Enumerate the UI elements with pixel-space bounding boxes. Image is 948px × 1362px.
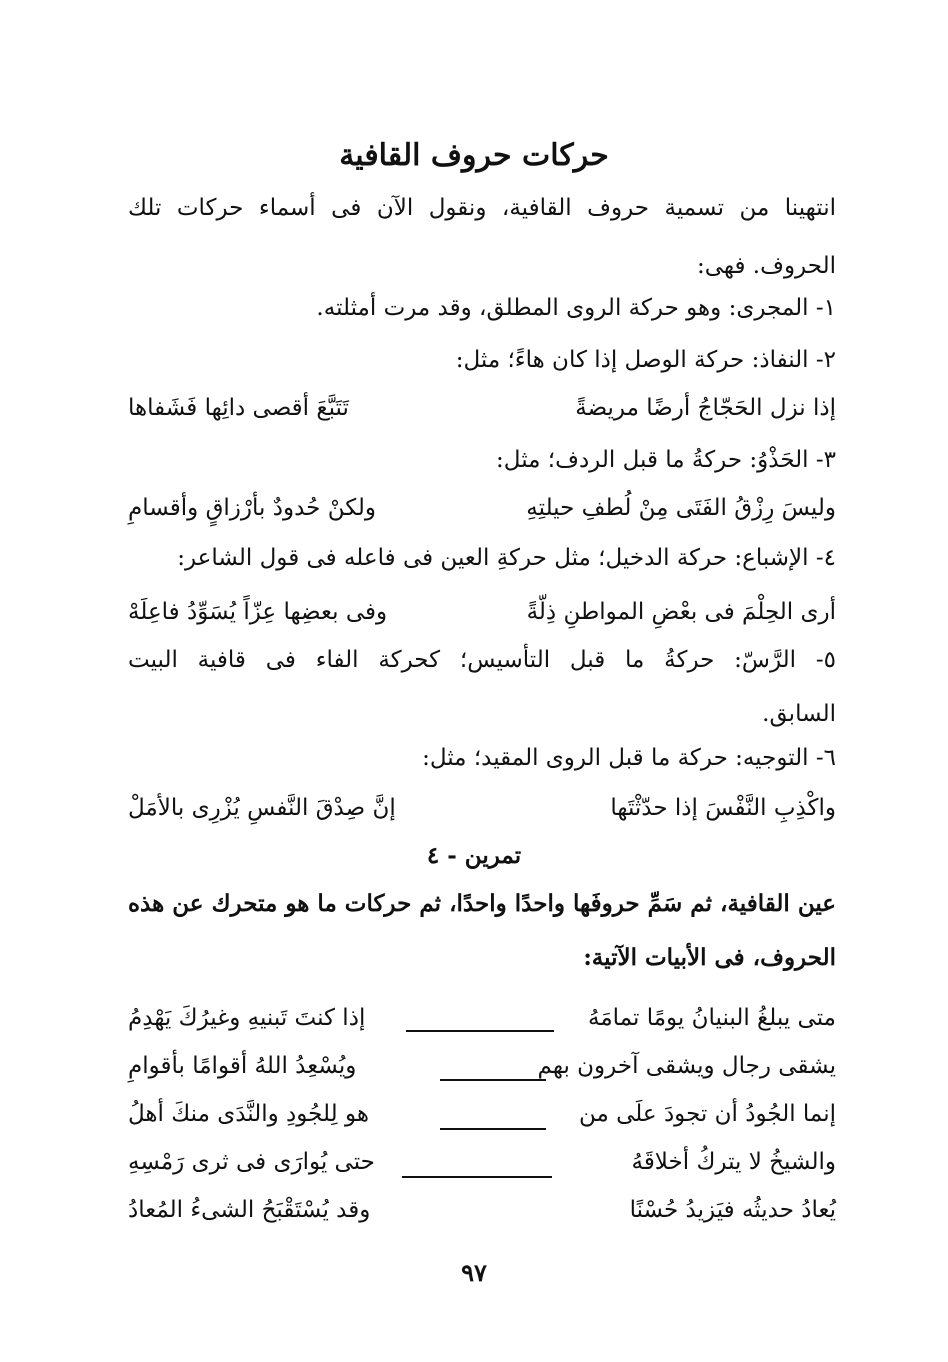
verse-first-hemistich: والشيخُ لا يتركُ أخلاقَهُ [631, 1149, 836, 1175]
item-2-verse [128, 388, 836, 428]
page-title: حركات حروف القافية [339, 138, 609, 173]
verse-first-hemistich: واكْذِبِ النَّفْسَ إذا حدّثْتَها [610, 795, 836, 821]
verse-first-hemistich: إنما الجُودُ أن تجودَ علَى من [578, 1101, 836, 1127]
intro-line-1: انتهينا من تسمية حروف القافية، ونقول الآن فى أسماء حركات تلك [128, 195, 836, 221]
verse-second-hemistich: حتى يُوارَى فى ثرى رَمْسِهِ [128, 1149, 375, 1175]
item-6-text: ٦- التوجيه: حركة ما قبل الروى المقيد؛ مثل: [422, 745, 836, 771]
verse-second-hemistich: ولكنْ حُدودٌ بأرْزاقٍ وأقسامِ [128, 495, 377, 521]
item-6-verse [128, 788, 836, 828]
verse-second-hemistich: إذا كنتَ تَبنيهِ وغيرُكَ يَهْدِمُ [128, 1005, 366, 1031]
item-5-text: ٥- الرَّسّ: حركةُ ما قبل التأسيس؛ كحركة الفاء فى قافية البيت [128, 647, 836, 673]
item-2-text: ٢- النفاذ: حركة الوصل إذا كان هاءً؛ مثل: [455, 347, 836, 373]
item-1-text: ١- المجرى: وهو حركة الروى المطلق، وقد مرت أمثلته. [316, 295, 836, 321]
verse-first-hemistich: متى يبلغُ البنيانُ يومًا تمامَهُ [588, 1005, 836, 1031]
item-4-text: ٤- الإشباع: حركة الدخيل؛ مثل حركةِ العين فى فاعله فى قول الشاعر: [177, 545, 836, 571]
item-4-verse [128, 592, 836, 632]
verse-second-hemistich: وفى بعضِها عِزّاً يُسَوِّدُ فاعِلَهْ [128, 599, 388, 625]
verse-first-hemistich: إذا نزل الحَجّاجُ أرضًا مريضةً [575, 395, 836, 421]
intro-line-2: الحروف. فهى: [696, 253, 836, 279]
item-3-text: ٣- الحَذْوُ: حركةُ ما قبل الردف؛ مثل: [496, 447, 836, 473]
verse-second-hemistich: تَتَبَّعَ أقصى دائِها فَشَفاها [128, 395, 349, 421]
hemistich-underline [406, 1030, 554, 1032]
exercise-instruction-line-2: الحروف، فى الأبيات الآتية: [583, 944, 836, 971]
verse-second-hemistich: إنَّ صِدْقَ النَّفسِ يُزْرِى بالأمَلْ [128, 795, 396, 821]
verse-first-hemistich: يُعادُ حديثُه فيَزيدُ حُسْنًا [629, 1197, 836, 1223]
exercise-verse-1 [128, 998, 836, 1038]
exercise-verse-5 [128, 1190, 836, 1230]
verse-second-hemistich: ويُسْعِدُ اللهُ أقوامًا بأقوامِ [128, 1053, 357, 1079]
item-3-verse [128, 488, 836, 528]
verse-second-hemistich: وقد يُسْتَقْبَحُ الشىءُ المُعادُ [128, 1197, 371, 1223]
verse-first-hemistich: يشقى رجال ويشقى آخرون بهم [537, 1053, 836, 1079]
hemistich-underline [440, 1079, 546, 1081]
item-5-text-continued: السابق. [762, 701, 836, 727]
verse-first-hemistich: أرى الحِلْمَ فى بعْضِ المواطنِ ذِلّةً [526, 599, 836, 625]
exercise-heading: تمرين - ٤ [426, 842, 522, 869]
verse-first-hemistich: وليسَ رِزْقُ الفَتَى مِنْ لُطفِ حيلتِهِ [526, 495, 836, 521]
verse-second-hemistich: هو لِلجُودِ والنَّدَى منكَ أهلُ [128, 1101, 369, 1127]
hemistich-underline [440, 1128, 546, 1130]
hemistich-underline [402, 1176, 552, 1178]
exercise-instruction-line-1: عين القافية، ثم سَمِّ حروفَها واحدًا واحدًا، ثم حركات ما هو متحرك عن هذه [128, 890, 836, 917]
page-number: ٩٧ [461, 1258, 487, 1287]
